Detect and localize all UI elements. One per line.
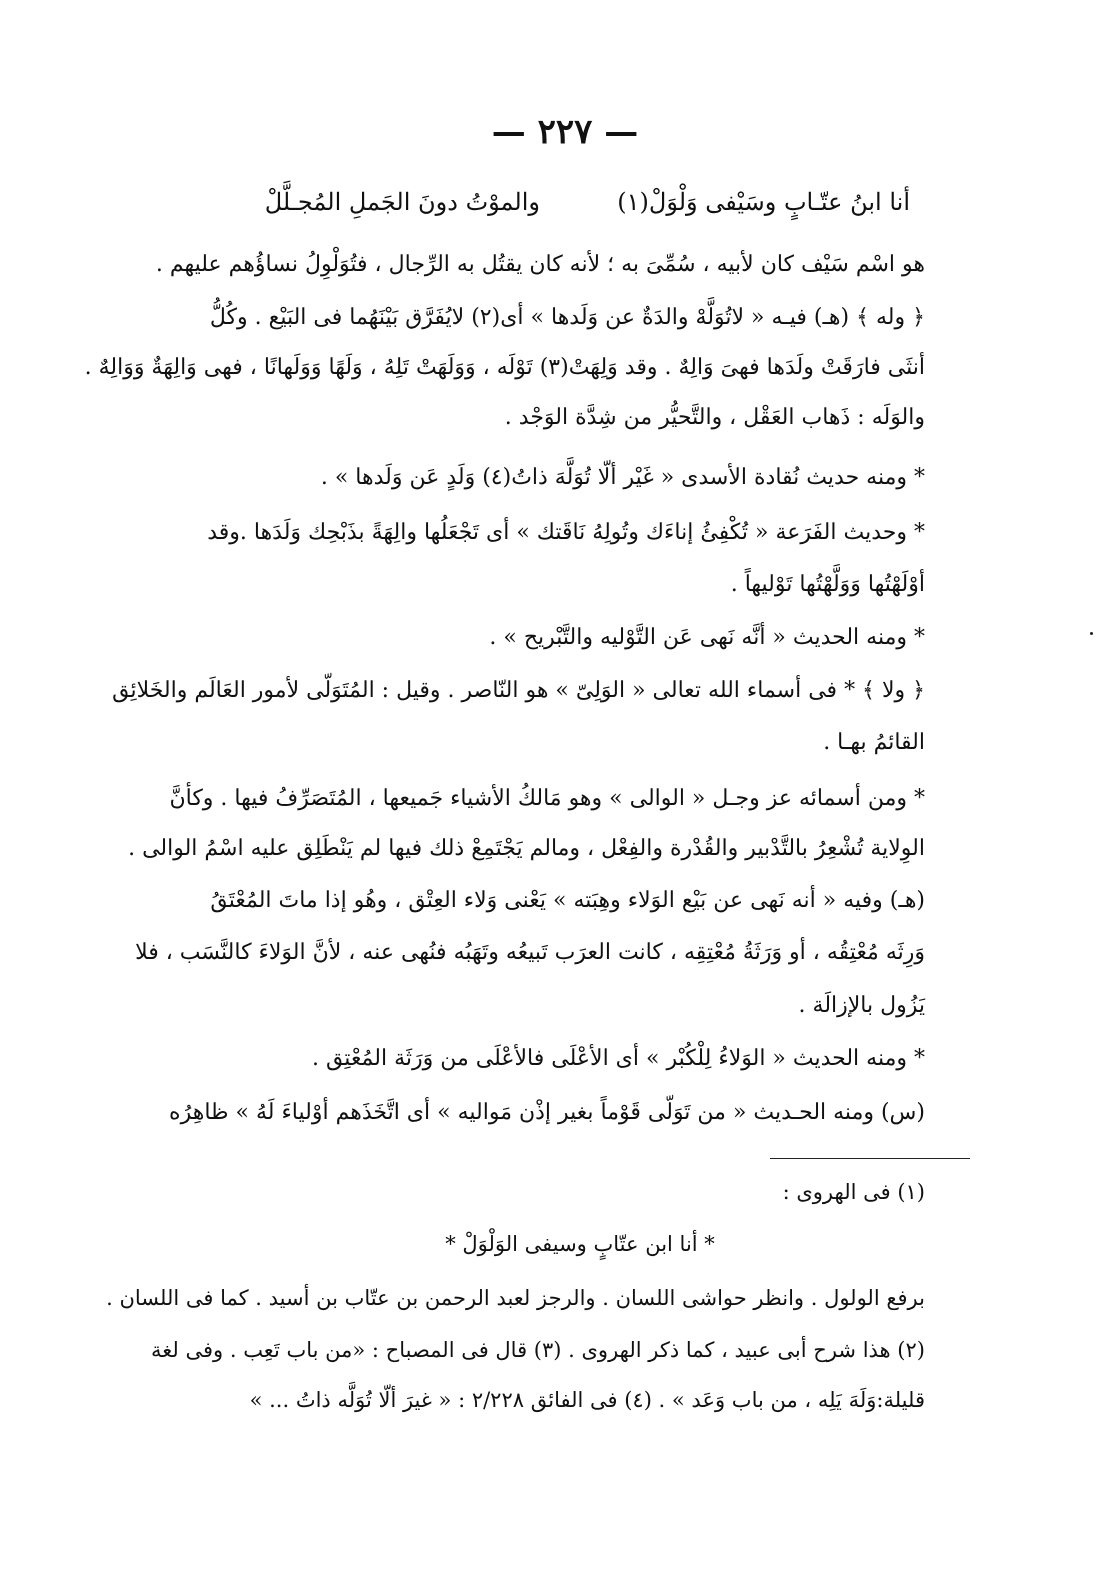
body-line-11: * ومن أسمائه عز وجـل « الوالى » وهو مَالكُ الأشياء جَميعها ، المُتَصَرِّفُ فيها . وكأنَّ <box>169 786 925 811</box>
footnote-separator <box>770 1158 970 1159</box>
body-line-8: * ومنه الحديث « أنَّه نَهى عَن التَّوْليه والتَّبْريح » . <box>489 625 925 650</box>
body-line-4: والوَلَه : ذَهاب العَقْل ، والتَّحيُّر من شِدَّة الوَجْد . <box>504 405 925 430</box>
page-number: — ٢٢٧ — <box>491 112 639 152</box>
verse-hemistich-left: والموْتُ دونَ الجَملِ المُجـلَّلْ <box>264 188 540 216</box>
scan-speck <box>1090 632 1093 635</box>
body-line-13: (هـ) وفيه « أنه نَهى عن بَيْع الوَلاء وهِبَته » يَعْنى وَلاء العِتْق ، وهُو إذا ماتَ المُعْتَقُ <box>210 888 925 913</box>
body-line-7: أوْلَهْتُها وَوَلَّهْتُها تَوْليهاً . <box>730 572 925 597</box>
body-line-5: * ومنه حديث نُقادة الأسدى « غَيْر ألّا تُوَلَّهَ ذاتُ(٤) وَلَدٍ عَن وَلَدها » . <box>320 465 925 490</box>
body-line-6: * وحديث الفَرَعة « تُكْفِئُ إناءَك وتُولِهُ نَاقَتك » أى تَجْعَلُها والِهَةً بذَبْحِك وَلَدَها .وقد <box>207 520 925 545</box>
body-line-15: يَزُول بالإزالَة . <box>798 993 925 1018</box>
body-line-2: ﴿ وله ﴾ (هـ) فيـه « لاتُوَلَّهْ والدَةٌ عن وَلَدها » أى(٢) لايُفَرَّق بَيْنَهُما فى البَيْع . وكُلُّ <box>209 305 925 330</box>
body-line-12: الوِلاية تُشْعِرُ بالتَّدْبير والقُدْرة والفِعْل ، ومالم يَجْتَمِعْ ذلك فيها لم يَنْطَلِق عليه اسْمُ الوالى . <box>128 836 925 861</box>
body-line-17: (س) ومنه الحـديث « من تَوَلّى قَوْماً بغير إذْن مَواليه » أى اتَّخَذَهم أوْلياءَ لَهُ » ظاهِرُه <box>169 1100 925 1125</box>
verse-hemistich-right: أنا ابنُ عتّـابٍ وسَيْفى وَلْوَلْ(١) <box>617 188 910 216</box>
body-line-3: أنثَى فارَقَتْ ولَدَها فهىَ وَالِهٌ . وقد وَلِهَتْ(٣) تَوْلَه ، وَوَلَهَتْ تَلِهُ ، وَلَهًا وَوَلَهانًا ، فهى وَالِهَةٌ وَوَالِهٌ . <box>84 355 925 380</box>
body-line-16: * ومنه الحديث « الوَلاءُ لِلْكُبْر » أى الأعْلَى فالأعْلَى من وَرَثَة المُعْتِق . <box>311 1046 925 1071</box>
footnote-1-head: (١) فى الهروى : <box>782 1180 925 1204</box>
footnote-2-3: (٢) هذا شرح أبى عبيد ، كما ذكر الهروى . (٣) قال فى المصباح : «من باب تَعِب . وفى لغة <box>151 1338 925 1362</box>
body-line-10: القائمُ بهـا . <box>823 730 925 755</box>
footnote-1-tail: برفع الولول . وانظر حواشى اللسان . والرجز لعبد الرحمن بن عتّاب بن أسيد . كما فى اللسان . <box>106 1286 925 1310</box>
body-line-14: وَرِثَه مُعْتِقُه ، أو وَرَثَةُ مُعْتِقِه ، كانت العرَب تَبيعُه وتَهَبُه فنُهى عنه ، لأنَّ الوَلاءَ كالنَّسَب ، فلا <box>135 940 925 965</box>
body-line-9: ﴿ ولا ﴾ * فى أسماء الله تعالى « الوَلِىّ » هو النّاصر . وقيل : المُتَوَلّى لأمور العَالَم والخَلائِق <box>112 678 925 703</box>
footnote-1-verse: * أنا ابن عتّابٍ وسيفى الوَلْوَلْ * <box>445 1232 715 1256</box>
footnote-3-4: قليلة:وَلَهَ يَلِه ، من باب وَعَد » . (٤) فى الفائق ٢/٢٢٨ : « غيرَ ألّا تُوَلَّه ذاتُ ... » <box>249 1388 925 1412</box>
body-line-1: هو اسْم سَيْف كان لأبيه ، سُمِّىَ به ؛ لأنه كان يقتُل به الرِّجال ، فتُوَلْوِلُ نساؤُهم عليهم . <box>155 252 925 277</box>
